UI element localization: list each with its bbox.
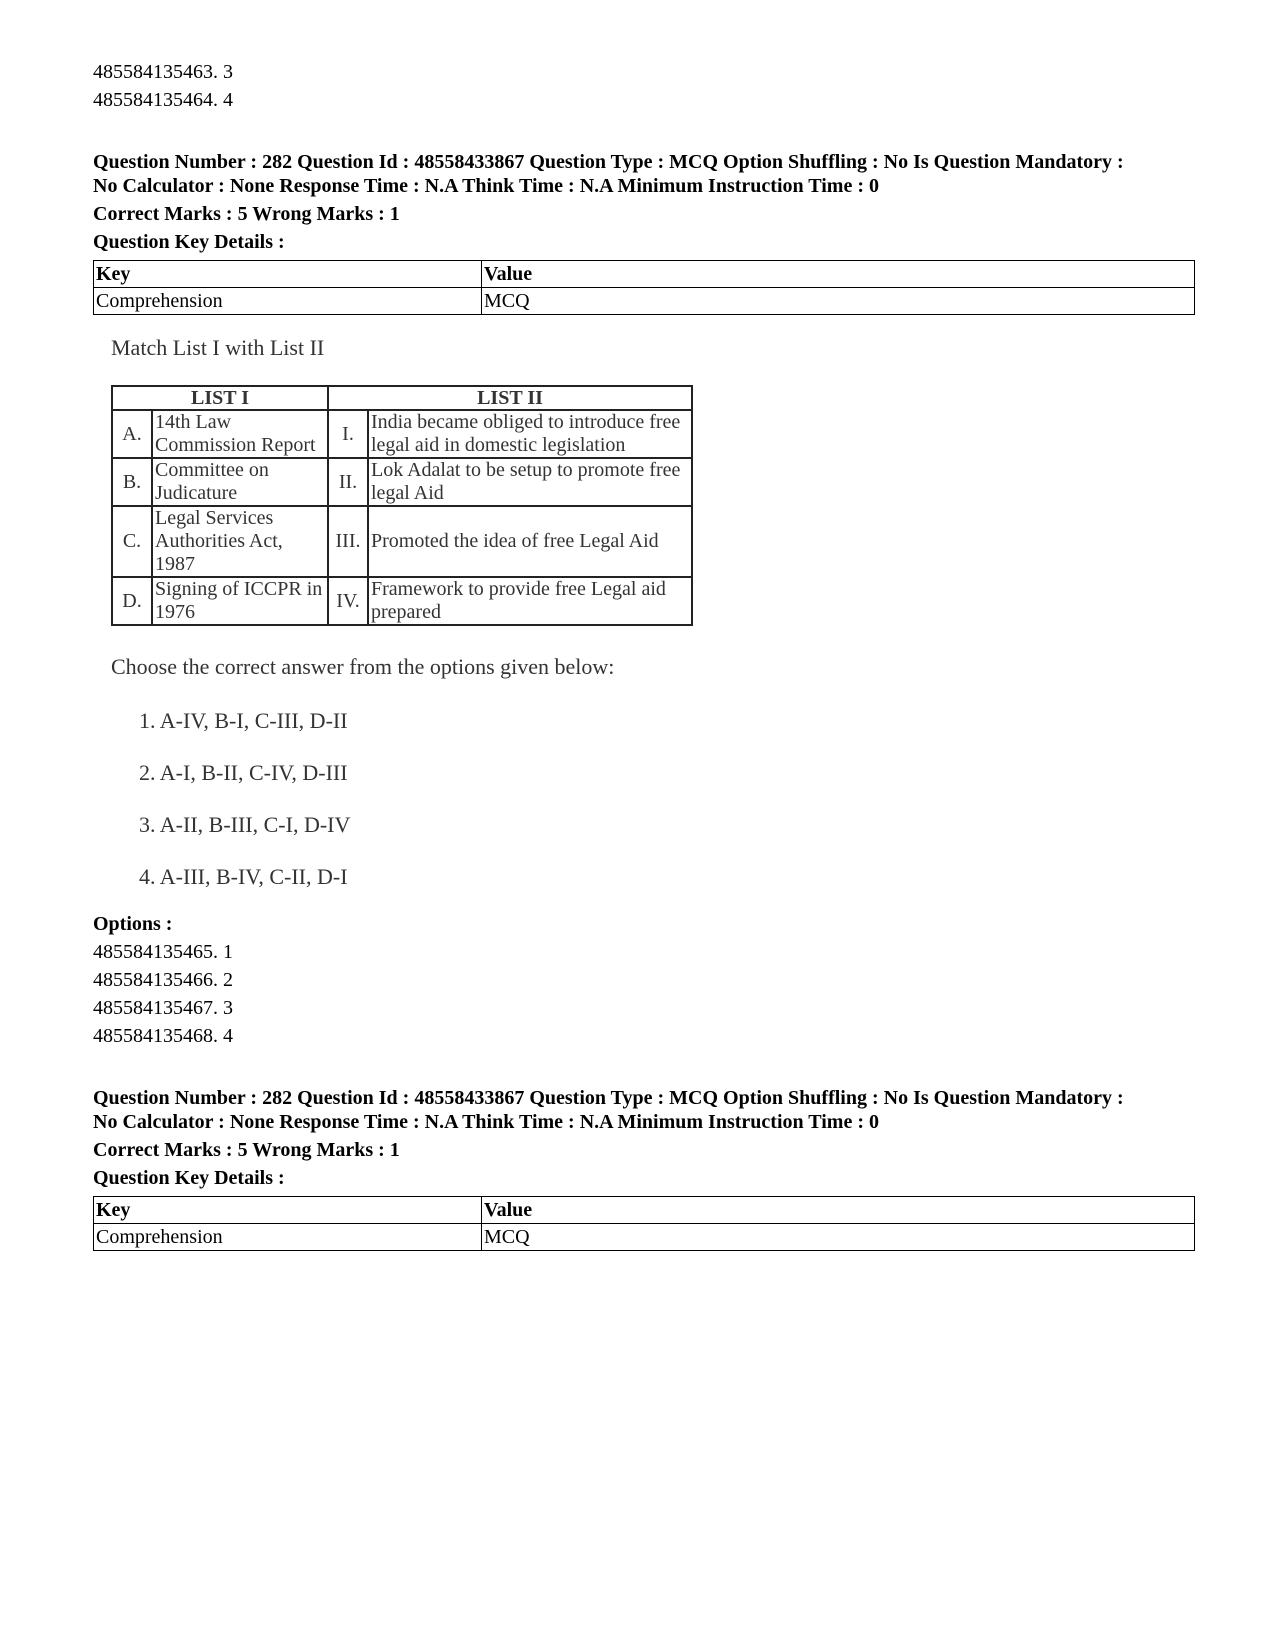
list1-label: D. xyxy=(112,577,152,625)
option-line: 485584135464. 4 xyxy=(93,89,233,111)
match-row xyxy=(112,410,692,458)
list2-item: Framework to provide free Legal aid prepared xyxy=(368,577,692,625)
key-details-table xyxy=(93,1196,1195,1251)
match-row xyxy=(112,577,692,625)
list2-item: India became obliged to introduce free legal aid in domestic legislation xyxy=(368,410,692,458)
question-header-line-2: No Calculator : None Response Time : N.A Think Time : N.A Minimum Instruction Time : 0 xyxy=(93,175,879,197)
key-cell: Comprehension xyxy=(94,288,482,315)
list2-label: II. xyxy=(328,458,368,506)
value-header: Value xyxy=(482,1197,1195,1224)
list1-item: 14th Law Commission Report xyxy=(152,410,328,458)
question-header-line-2: No Calculator : None Response Time : N.A Think Time : N.A Minimum Instruction Time : 0 xyxy=(93,1111,879,1133)
answer-choice: 1. A-IV, B-I, C-III, D-II xyxy=(139,708,348,733)
match-row xyxy=(112,458,692,506)
key-header: Key xyxy=(94,1197,482,1224)
value-header: Value xyxy=(482,261,1195,288)
key-table-header-row xyxy=(94,1197,1195,1224)
question-title: Match List I with List II xyxy=(111,335,325,360)
key-cell: Comprehension xyxy=(94,1224,482,1251)
answer-choice: 3. A-II, B-III, C-I, D-IV xyxy=(139,812,351,837)
question-header-line-1: Question Number : 282 Question Id : 48558433867 Question Type : MCQ Option Shuffling : No Is Question Mandatory : xyxy=(93,151,1124,173)
option-line: 485584135466. 2 xyxy=(93,969,233,991)
list1-item: Committee on Judicature xyxy=(152,458,328,506)
list1-label: C. xyxy=(112,506,152,577)
key-table-row xyxy=(94,1224,1195,1251)
list2-item: Lok Adalat to be setup to promote free legal Aid xyxy=(368,458,692,506)
list1-item: Signing of ICCPR in 1976 xyxy=(152,577,328,625)
options-label: Options : xyxy=(93,913,173,935)
key-details-label: Question Key Details : xyxy=(93,1167,285,1189)
list1-item: Legal Services Authorities Act, 1987 xyxy=(152,506,328,577)
option-line: 485584135467. 3 xyxy=(93,997,233,1019)
answer-choice: 2. A-I, B-II, C-IV, D-III xyxy=(139,760,348,785)
list2-header: LIST II xyxy=(328,386,692,410)
match-row xyxy=(112,506,692,577)
list1-header: LIST I xyxy=(112,386,328,410)
key-header: Key xyxy=(94,261,482,288)
list2-item: Promoted the idea of free Legal Aid xyxy=(368,506,692,577)
marks-line: Correct Marks : 5 Wrong Marks : 1 xyxy=(93,203,400,225)
option-line: 485584135463. 3 xyxy=(93,61,233,83)
marks-line: Correct Marks : 5 Wrong Marks : 1 xyxy=(93,1139,400,1161)
value-cell: MCQ xyxy=(482,288,1195,315)
list1-label: A. xyxy=(112,410,152,458)
option-line: 485584135468. 4 xyxy=(93,1025,233,1047)
match-table-header-row xyxy=(112,386,692,410)
value-cell: MCQ xyxy=(482,1224,1195,1251)
list1-label: B. xyxy=(112,458,152,506)
key-details-label: Question Key Details : xyxy=(93,231,285,253)
key-table-row xyxy=(94,288,1195,315)
list2-label: I. xyxy=(328,410,368,458)
match-table xyxy=(111,385,693,626)
list2-label: III. xyxy=(328,506,368,577)
key-details-table xyxy=(93,260,1195,315)
choose-instruction: Choose the correct answer from the options given below: xyxy=(111,654,615,679)
question-header-line-1: Question Number : 282 Question Id : 48558433867 Question Type : MCQ Option Shuffling : No Is Question Mandatory : xyxy=(93,1087,1124,1109)
list2-label: IV. xyxy=(328,577,368,625)
question-header xyxy=(93,150,1195,198)
key-table-header-row xyxy=(94,261,1195,288)
option-line: 485584135465. 1 xyxy=(93,941,233,963)
answer-choice: 4. A-III, B-IV, C-II, D-I xyxy=(139,864,348,889)
question-header xyxy=(93,1086,1195,1134)
document-page xyxy=(93,58,1195,1251)
question-content xyxy=(111,333,1195,892)
